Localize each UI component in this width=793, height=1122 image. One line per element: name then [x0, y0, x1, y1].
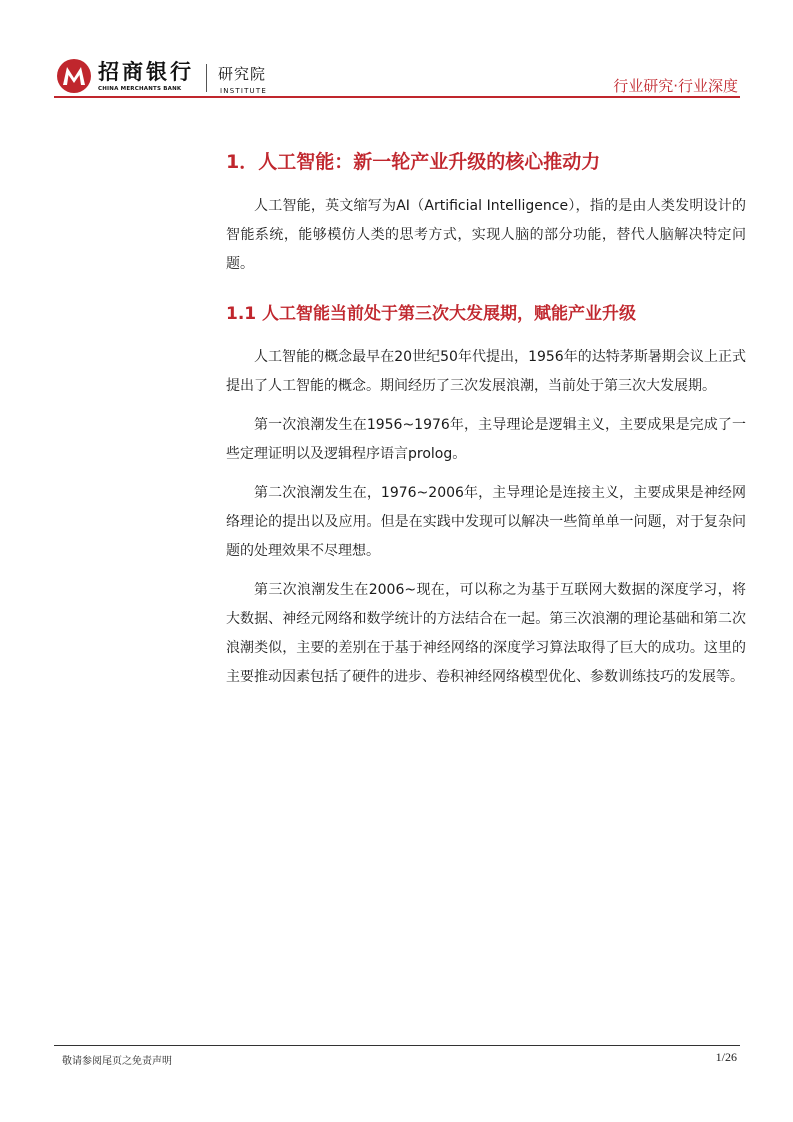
paragraph-first-wave: 第一次浪潮发生在1956~1976年，主导理论是逻辑主义，主要成果是完成了一些定理证明以及逻辑程序语言prolog。 — [226, 417, 746, 462]
institute-name-en: INSTITUTE — [220, 87, 267, 95]
header-divider — [206, 64, 207, 92]
bank-logo-icon — [56, 58, 92, 94]
header-rule — [54, 96, 740, 98]
institute-name-cn: 研究院 — [218, 65, 267, 83]
paragraph-third-wave: 第三次浪潮发生在2006~现在，可以称之为基于互联网大数据的深度学习，将大数据、神经元网络和数学统计的方法结合在一起。第三次浪潮的理论基础和第二次浪潮类似，主要的差别在于基于神经网络的深度学习算法取得了巨大的成功。这里的主要推动因素包括了硬件的进步、卷积神经网络模型优化、参数训练技巧的发展等。 — [226, 582, 746, 685]
page-number: 1/26 — [715, 1050, 737, 1064]
document-body — [226, 146, 746, 702]
section-intro-paragraph: 人工智能，英文缩写为AI（Artificial Intelligence），指的是由人类发明设计的智能系统，能够模仿人类的思考方式，实现人脑的部分功能，替代人脑解决特定问题。 — [226, 198, 746, 272]
paragraph-second-wave: 第二次浪潮发生在，1976~2006年，主导理论是连接主义，主要成果是神经网络理论的提出以及应用。但是在实践中发现可以解决一些简单单一问题，对于复杂问题的处理效果不尽理想。 — [226, 485, 746, 559]
footer-rule — [54, 1045, 740, 1046]
bank-name-cn: 招商银行 — [98, 60, 194, 84]
bank-name-en: CHINA MERCHANTS BANK — [98, 86, 182, 92]
section-heading: 1．人工智能：新一轮产业升级的核心推动力 — [226, 151, 601, 173]
subsection-heading: 1.1 人工智能当前处于第三次大发展期，赋能产业升级 — [226, 304, 637, 324]
paragraph-history: 人工智能的概念最早在20世纪50年代提出，1956年的达特茅斯暑期会议上正式提出了人工智能的概念。期间经历了三次发展浪潮，当前处于第三次大发展期。 — [226, 349, 746, 394]
page-header — [0, 0, 793, 100]
report-category: 行业研究·行业深度 — [613, 77, 738, 95]
footer-disclaimer: 敬请参阅尾页之免责声明 — [62, 1056, 172, 1067]
